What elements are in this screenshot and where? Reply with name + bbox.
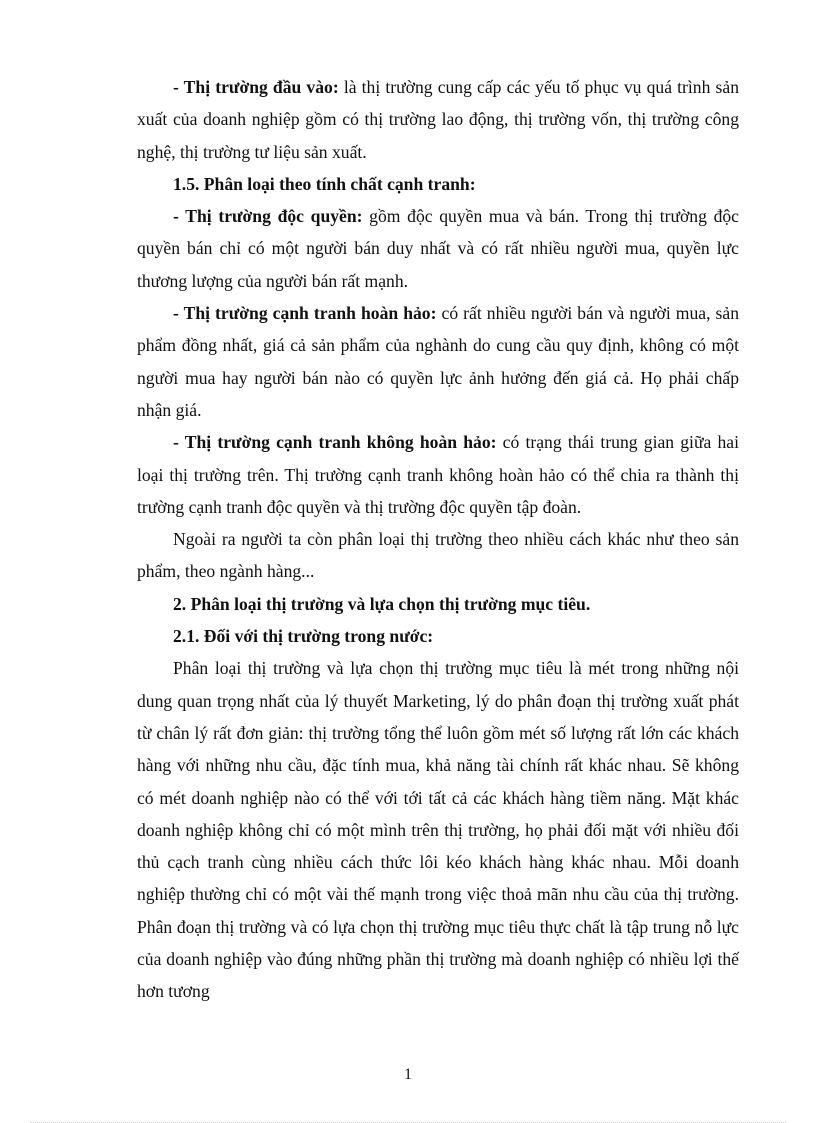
definition-imperfect-competition: có trạng thái trung gian giữa hai loại thị trường trên. Thị trường cạnh tranh không hoàn hảo có thể chia ra thành thị trường cạnh tranh độc quyền và thị trường độc quyền tập đoàn. xyxy=(137,432,739,517)
paragraph-monopoly-market xyxy=(137,200,739,297)
definition-monopoly-market: gồm độc quyền mua và bán. Trong thị trường độc quyền bán chỉ có một người bán duy nhất và có rất nhiều người mua, quyền lực thương lượng của người bán rất mạnh. xyxy=(137,206,739,291)
section-heading-1-5: 1.5. Phân loại theo tính chất cạnh tranh: xyxy=(173,173,476,194)
section-heading-2-1: 2.1. Đối với thị trường trong nước: xyxy=(173,626,434,647)
page-number: 1 xyxy=(404,1066,412,1083)
term-input-market: - Thị trường đầu vào: xyxy=(173,77,339,97)
paragraph-other-classifications: Ngoài ra người ta còn phân loại thị trường theo nhiều cách khác như theo sản phẩm, theo ngành hàng... xyxy=(137,529,739,582)
paragraph-imperfect-competition xyxy=(137,426,739,523)
paragraph-input-market xyxy=(137,71,739,168)
paragraph-market-segmentation: Phân loại thị trường và lựa chọn thị trường mục tiêu là mét trong những nội dung quan trọng nhất của lý thuyết Marketing, lý do phân đoạn thị trường xuất phát từ chân lý rất đơn giản: thị trường tổng thể luôn gồm mét số lượng rất lớn các khách hàng với những nhu cầu, đặc tính mua, khả năng tài chính rất khác nhau. Sẽ không có mét doanh nghiệp nào có thể với tới tất cả các khách hàng tiềm năng. Mặt khác doanh nghiệp không chỉ có một mình trên thị trường, họ phải đối mặt với nhiều đối thủ cạch tranh cùng nhiều cách thức lôi kéo khách hàng khác nhau. Mỗi doanh nghiệp thường chỉ có một vài thế mạnh trong việc thoả mãn nhu cầu của thị trường. Phân đoạn thị trường và có lựa chọn thị trường mục tiêu thực chất là tập trung nỗ lực của doanh nghiệp vào đúng những phần thị trường mà doanh nghiệp có nhiều lợi thế hơn tương xyxy=(137,658,739,1002)
term-monopoly-market: - Thị trường độc quyền: xyxy=(173,206,363,227)
term-imperfect-competition: - Thị trường cạnh tranh không hoàn hảo: xyxy=(173,432,497,453)
definition-input-market: là thị trường cung cấp các yếu tố phục vụ quá trình sản xuất của doanh nghiệp gồm có thị trường lao động, thị trường vốn, thị trường công nghệ, thị trường tư liệu sản xuất. xyxy=(137,77,739,162)
document-body xyxy=(137,71,739,1008)
section-heading-2: 2. Phân loại thị trường và lựa chọn thị trường mục tiêu. xyxy=(173,593,591,614)
paragraph-perfect-competition xyxy=(137,297,739,426)
term-perfect-competition: - Thị trường cạnh tranh hoàn hảo: xyxy=(173,303,437,324)
definition-perfect-competition: có rất nhiều người bán và người mua, sản phẩm đồng nhất, giá cả sản phẩm của nghành do cung cầu quy định, không có một người mua hay người bán nào có quyền lực ảnh hưởng đến giá cả. Họ phải chấp nhận giá. xyxy=(137,303,739,420)
